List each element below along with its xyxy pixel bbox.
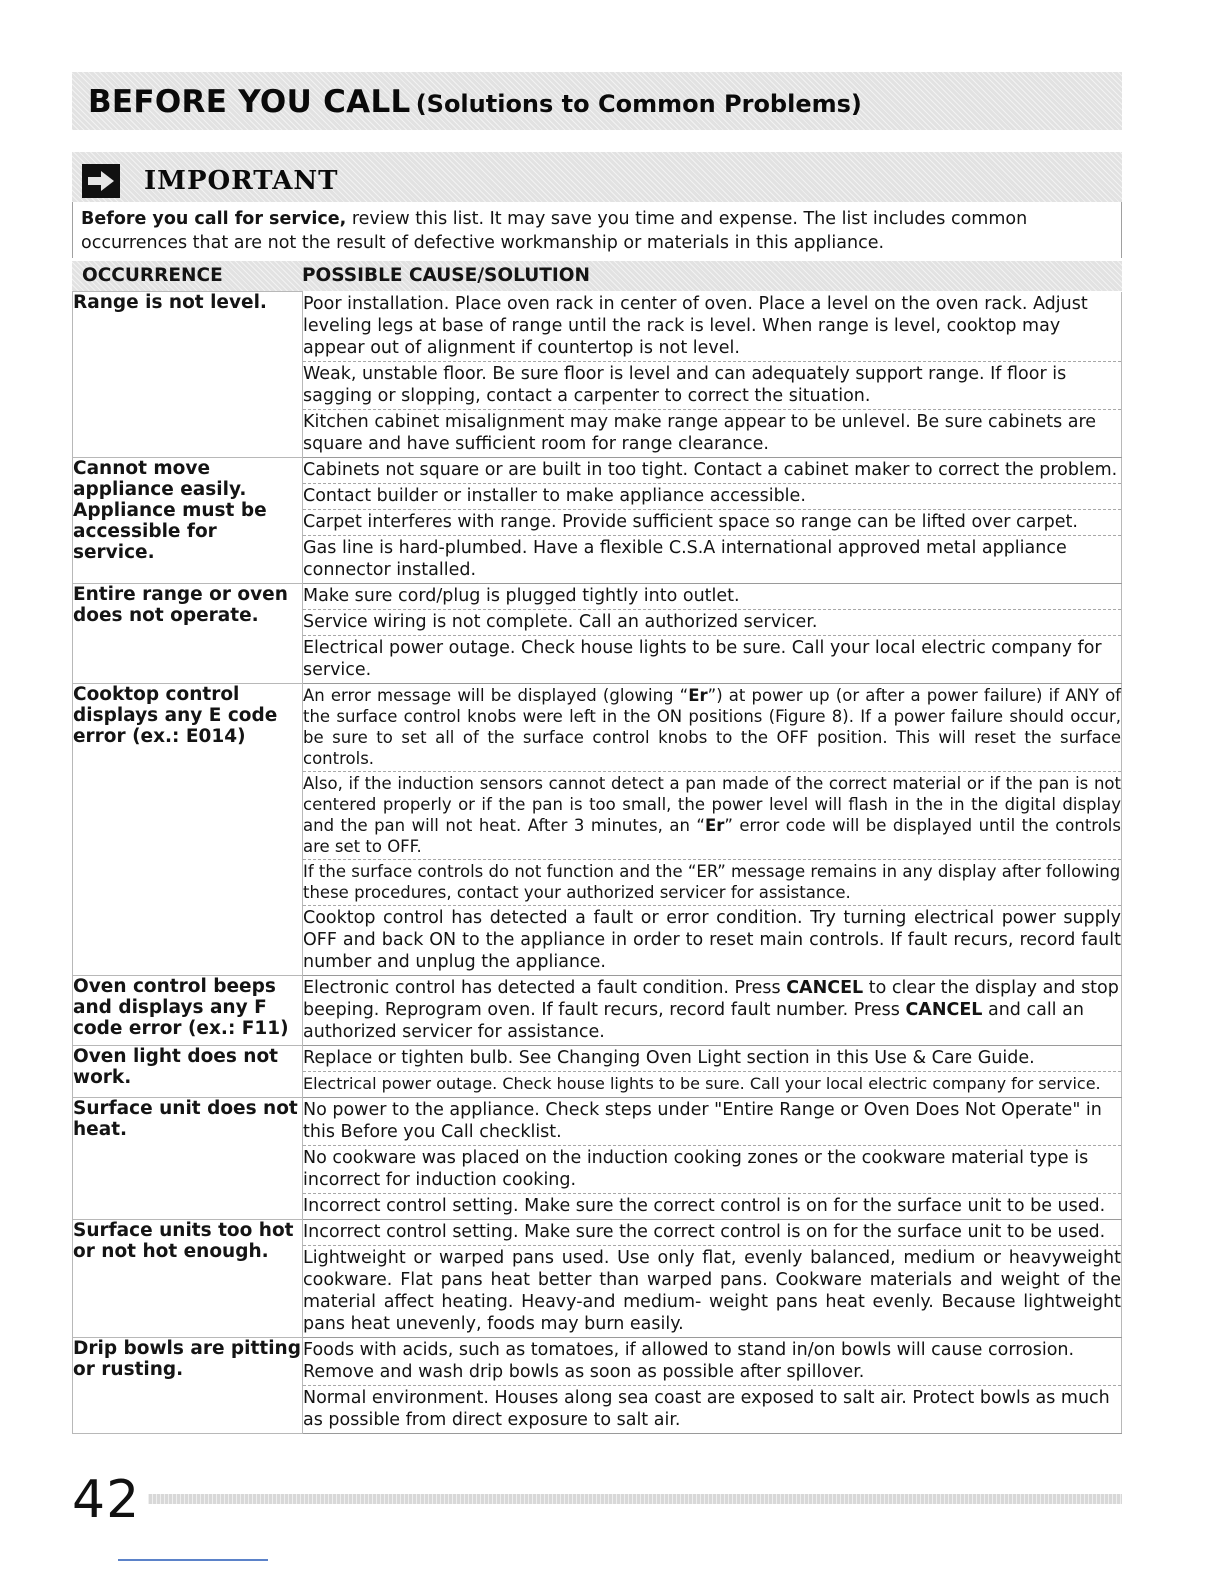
- table-row: [73, 683, 1122, 975]
- occurrence-cell: Surface unit does not heat.: [73, 1097, 303, 1219]
- occurrence-cell: Range is not level.: [73, 292, 303, 458]
- solution-cell: [303, 683, 1122, 975]
- solution-item: Also, if the induction sensors cannot detect a pan made of the correct material or if the pan is not centered properly or if the pan is too small, the power level will flash in the in the digital display and the pan will not heat. After 3 minutes, an “Er” error code will be displayed until the controls are set to OFF.: [303, 772, 1121, 860]
- intro-text: review this list. It may save you time and expense. The list includes common occurrences that are not the result of defective workmanship or materials in this appliance.: [81, 209, 1028, 253]
- table-row: [73, 1045, 1122, 1097]
- footer-rule: [148, 1494, 1122, 1504]
- table-header: [72, 261, 1122, 291]
- solution-cell: [303, 975, 1122, 1045]
- solution-cell: [303, 1097, 1122, 1219]
- table-row: [73, 1219, 1122, 1337]
- table-row: [73, 1337, 1122, 1433]
- solution-item: No power to the appliance. Check steps under "Entire Range or Oven Does Not Operate" in this Before you Call checklist.: [303, 1098, 1121, 1146]
- header-title: BEFORE YOU CALL: [88, 84, 411, 120]
- solution-item: Electronic control has detected a fault condition. Press CANCEL to clear the display and stop beeping. Reprogram oven. If fault recurs, record fault number. Press CANCEL and call an authorized servicer for assistance.: [303, 977, 1119, 1042]
- troubleshooting-table: [72, 291, 1122, 1434]
- link-underline: [118, 1559, 268, 1561]
- table-row: [73, 292, 1122, 458]
- solution-item: Gas line is hard-plumbed. Have a flexible C.S.A international approved metal appliance connector installed.: [303, 537, 1067, 580]
- solution-item: Electrical power outage. Check house lights to be sure. Call your local electric company for service.: [303, 1073, 1101, 1093]
- occurrence-cell: Cooktop control displays any E code error (ex.: E014): [73, 683, 303, 975]
- solution-item: Incorrect control setting. Make sure the correct control is on for the surface unit to be used.: [303, 1220, 1121, 1246]
- occurrence-cell: Surface units too hot or not hot enough.: [73, 1219, 303, 1337]
- occurrence-cell: Oven control beeps and displays any F code error (ex.: F11): [73, 975, 303, 1045]
- important-banner: [72, 152, 1122, 202]
- solution-item: Kitchen cabinet misalignment may make range appear to be unlevel. Be sure cabinets are square and have sufficient room for range clearance.: [303, 411, 1097, 454]
- occurrence-cell: Cannot move appliance easily. Appliance must be accessible for service.: [73, 457, 303, 583]
- solution-item: Electrical power outage. Check house lights to be sure. Call your local electric company for service.: [303, 637, 1102, 680]
- solution-item: Lightweight or warped pans used. Use only flat, evenly balanced, medium or heavyweight cookware. Flat pans heat better than warped pans. Cookware materials and weight of the material affect heating. Heavy-and medium- weight pans heat evenly. Because lightweight pans heat unevenly, foods may burn easily.: [303, 1247, 1121, 1334]
- arrow-right-icon: [82, 164, 120, 198]
- solution-item: Incorrect control setting. Make sure the correct control is on for the surface unit to be used.: [303, 1195, 1106, 1216]
- page-header: [72, 72, 1122, 130]
- solution-item: Replace or tighten bulb. See Changing Oven Light section in this Use & Care Guide.: [303, 1046, 1121, 1072]
- table-row: [73, 975, 1122, 1045]
- important-title: IMPORTANT: [144, 166, 339, 196]
- solution-item: An error message will be displayed (glowing “Er”) at power up (or after a power failure) if ANY of the surface control knobs were left in the ON positions (Figure 8). If a power failure should occur, be sure to set all of the surface control knobs to the OFF position. This will reset the surface controls.: [303, 684, 1121, 772]
- occurrence-cell: Oven light does not work.: [73, 1045, 303, 1097]
- solution-item: If the surface controls do not function and the “ER” message remains in any display after following these procedures, contact your authorized servicer for assistance.: [303, 860, 1121, 906]
- table-row: [73, 583, 1122, 683]
- occurrence-cell: Drip bowls are pitting or rusting.: [73, 1337, 303, 1433]
- solution-cell: [303, 583, 1122, 683]
- solution-item: Contact builder or installer to make appliance accessible.: [303, 484, 1121, 510]
- header-subtitle: (Solutions to Common Problems): [415, 90, 862, 118]
- solution-item: Cooktop control has detected a fault or error condition. Try turning electrical power supply OFF and back ON to the appliance in order to reset main controls. If fault recurs, record fault number and unplug the appliance.: [303, 907, 1121, 972]
- solution-item: Weak, unstable floor. Be sure floor is level and can adequately support range. If floor is sagging or slopping, contact a carpenter to correct the situation.: [303, 362, 1121, 410]
- table-row: [73, 457, 1122, 583]
- occurrence-cell: Entire range or oven does not operate.: [73, 583, 303, 683]
- solution-item: Make sure cord/plug is plugged tightly into outlet.: [303, 584, 1121, 610]
- solution-item: Service wiring is not complete. Call an authorized servicer.: [303, 610, 1121, 636]
- solution-item: Carpet interferes with range. Provide sufficient space so range can be lifted over carpet.: [303, 510, 1121, 536]
- occurrence-column-header: OCCURRENCE: [82, 265, 223, 286]
- intro-bold: Before you call for service,: [81, 209, 347, 229]
- table-row: [73, 1097, 1122, 1219]
- solution-item: Normal environment. Houses along sea coast are exposed to salt air. Protect bowls as much as possible from direct exposure to salt air.: [303, 1387, 1110, 1430]
- solution-cell: [303, 457, 1122, 583]
- solution-cell: [303, 1045, 1122, 1097]
- solution-column-header: POSSIBLE CAUSE/SOLUTION: [302, 265, 590, 286]
- solution-item: Foods with acids, such as tomatoes, if allowed to stand in/on bowls will cause corrosion. Remove and wash drip bowls as soon as possible after spillover.: [303, 1338, 1121, 1386]
- page-number: 42: [72, 1470, 141, 1530]
- solution-cell: [303, 1337, 1122, 1433]
- solution-item: Poor installation. Place oven rack in center of oven. Place a level on the oven rack. Adjust leveling legs at base of range until the rack is level. When range is level, cooktop may appear out of alignment if countertop is not level.: [303, 292, 1121, 362]
- intro-paragraph: [72, 202, 1122, 258]
- solution-cell: [303, 292, 1122, 458]
- solution-cell: [303, 1219, 1122, 1337]
- solution-item: Cabinets not square or are built in too tight. Contact a cabinet maker to correct the problem.: [303, 458, 1121, 484]
- solution-item: No cookware was placed on the induction cooking zones or the cookware material type is incorrect for induction cooking.: [303, 1146, 1121, 1194]
